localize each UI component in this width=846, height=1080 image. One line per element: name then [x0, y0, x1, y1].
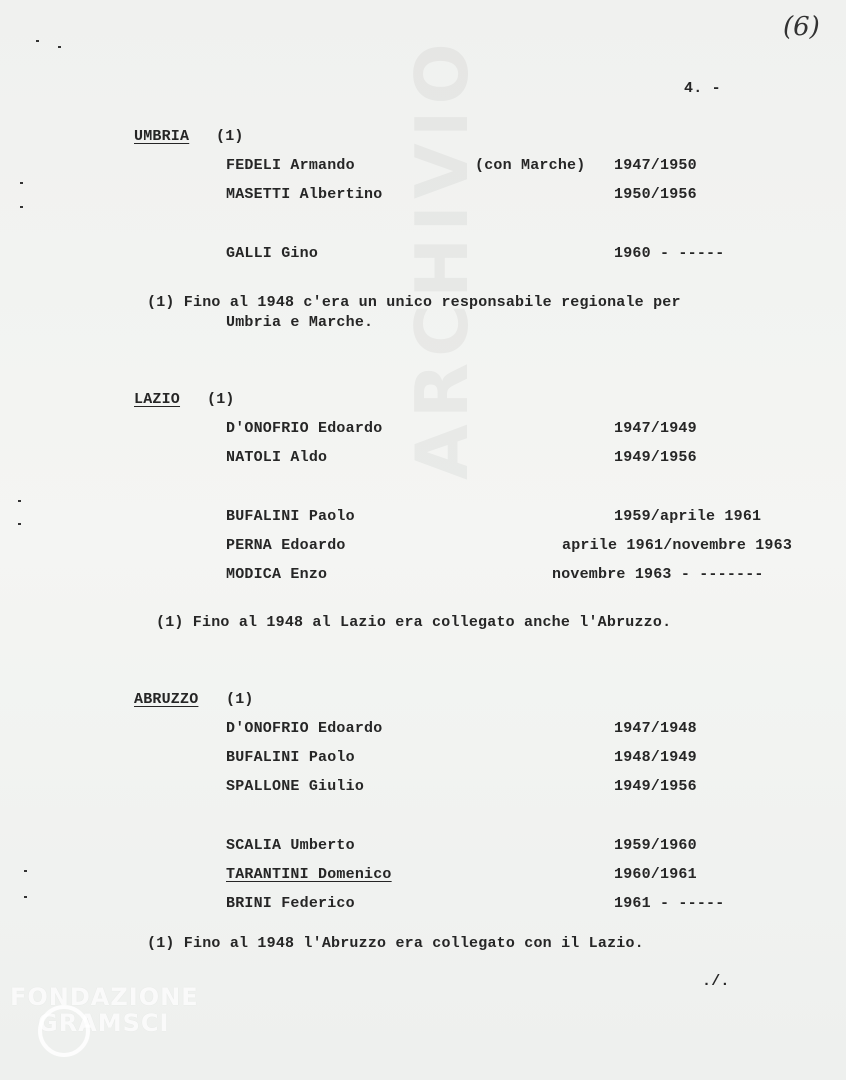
entry-remark: (con Marche)	[475, 157, 586, 174]
region-heading-abruzzo: ABRUZZO	[134, 691, 199, 708]
entry-name: GALLI Gino	[226, 245, 319, 262]
note-ref: (1)	[216, 128, 244, 145]
entry-name: PERNA Edoardo	[226, 537, 346, 554]
margin-mark	[18, 523, 21, 525]
entry-period: 1947/1949	[614, 420, 697, 437]
continuation-mark: ./.	[702, 973, 730, 990]
footnote-line: (1) Fino al 1948 al Lazio era collegato anche l'Abruzzo.	[156, 614, 672, 631]
footnote-line: (1) Fino al 1948 l'Abruzzo era collegato con il Lazio.	[147, 935, 644, 952]
background-watermark: ARCHIVIO	[400, 37, 484, 480]
region-heading-lazio: LAZIO	[134, 391, 181, 408]
margin-mark	[24, 870, 27, 872]
margin-mark	[18, 500, 21, 502]
entry-period: 1947/1950	[614, 157, 697, 174]
entry-name: BUFALINI Paolo	[226, 508, 355, 525]
entry-name: BUFALINI Paolo	[226, 749, 355, 766]
entry-period: 1960/1961	[614, 866, 697, 883]
entry-name: MODICA Enzo	[226, 566, 328, 583]
entry-name: TARANTINI Domenico	[226, 866, 392, 883]
entry-period: 1950/1956	[614, 186, 697, 203]
note-ref: (1)	[207, 391, 235, 408]
entry-name: SPALLONE Giulio	[226, 778, 365, 795]
fondazione-gramsci-watermark	[10, 985, 199, 1035]
handwritten-page-mark: (6)	[783, 12, 820, 42]
region-heading-umbria: UMBRIA	[134, 128, 190, 145]
entry-period: 1961 - -----	[614, 895, 725, 912]
entry-period: 1959/aprile 1961	[614, 508, 762, 525]
footnote-line: (1) Fino al 1948 c'era un unico responsabile regionale per	[147, 294, 681, 311]
margin-mark	[20, 206, 23, 208]
logo-ring-icon	[38, 1005, 90, 1057]
watermark-line1: FONDAZIONE	[10, 983, 199, 1011]
entry-name: NATOLI Aldo	[226, 449, 328, 466]
entry-name: D'ONOFRIO Edoardo	[226, 720, 383, 737]
entry-name: MASETTI Albertino	[226, 186, 383, 203]
entry-name: D'ONOFRIO Edoardo	[226, 420, 383, 437]
entry-period: 1960 - -----	[614, 245, 725, 262]
entry-period: 1947/1948	[614, 720, 697, 737]
note-ref: (1)	[226, 691, 254, 708]
entry-period: 1949/1956	[614, 449, 697, 466]
footnote-line: Umbria e Marche.	[226, 314, 374, 331]
margin-mark	[24, 896, 27, 898]
entry-period: 1949/1956	[614, 778, 697, 795]
entry-period: 1948/1949	[614, 749, 697, 766]
margin-mark	[36, 40, 39, 42]
entry-name: FEDELI Armando	[226, 157, 355, 174]
margin-mark	[58, 46, 61, 48]
page-number: 4. -	[684, 80, 721, 97]
entry-period: novembre 1963 - -------	[552, 566, 764, 583]
margin-mark	[20, 182, 23, 184]
watermark-line2: GRAMSCI	[38, 1009, 170, 1037]
entry-period: aprile 1961/novembre 1963	[562, 537, 793, 554]
entry-name: BRINI Federico	[226, 895, 355, 912]
entry-name: SCALIA Umberto	[226, 837, 355, 854]
entry-period: 1959/1960	[614, 837, 697, 854]
